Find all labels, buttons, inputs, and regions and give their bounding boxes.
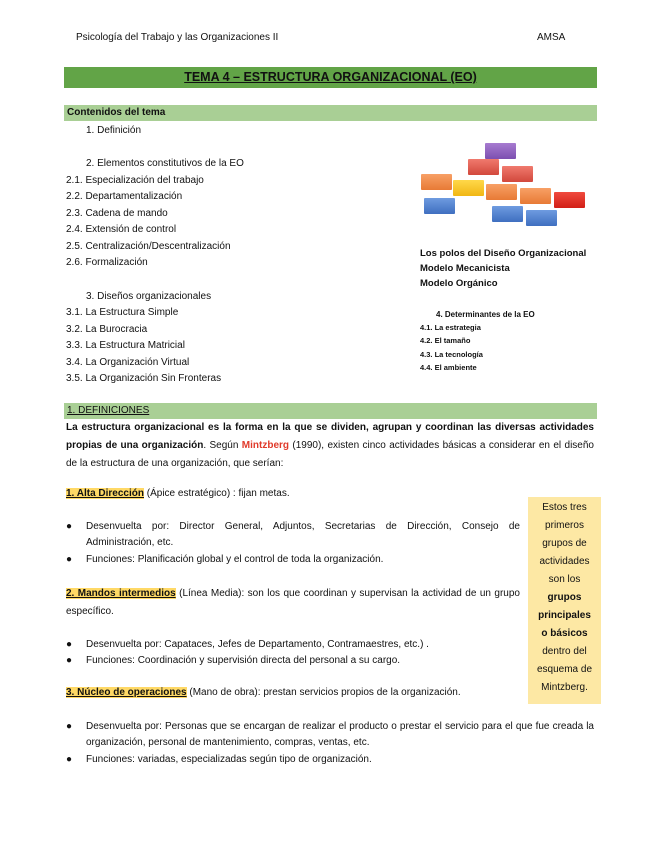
org-chart-illustration (418, 140, 593, 232)
poles-organic: Modelo Orgánico (420, 278, 498, 289)
contents-s1: 1. Definición (86, 125, 142, 136)
note-line: son los (548, 574, 581, 585)
contents-heading: Contenidos del tema (64, 105, 597, 121)
contents-s3-3: 3.3. La Estructura Matricial (66, 340, 185, 351)
contents-s2-6: 2.6. Formalización (66, 257, 148, 268)
note-line: o básicos (541, 628, 588, 639)
item3-heading: 3. Núcleo de operaciones (Mano de obra): prestan servicios propios de la organización. (66, 687, 461, 698)
poles-title: Los polos del Diseño Organizacional (420, 248, 587, 259)
contents-s4: 4. Determinantes de la EO (436, 310, 535, 319)
contents-s4-4: 4.4. El ambiente (420, 363, 477, 372)
contents-s2-3: 2.3. Cadena de mando (66, 208, 168, 219)
header-author: AMSA (537, 32, 566, 43)
definitions-intro: La estructura organizacional es la forma en la que se dividen, agrupan y coordinan las diversas actividades propias de una organización. Según Mintzberg (1990), existen cinco actividades básicas a considerar en el diseño de la estructura de una organización, que serían: (66, 422, 594, 469)
contents-s2-4: 2.4. Extensión de control (66, 224, 177, 235)
poles-mechanistic: Modelo Mecanicista (420, 263, 510, 274)
definitions-heading: 1. DEFINICIONES (64, 403, 597, 419)
contents-s4-1: 4.1. La estrategia (420, 323, 481, 332)
contents-s3-2: 3.2. La Burocracia (66, 324, 148, 335)
item2-heading: 2. Mandos intermedios (Línea Media): son los que coordinan y supervisan la actividad de un grupo específico. (66, 588, 520, 617)
note-line: primeros (545, 520, 584, 531)
note-line: dentro del (542, 646, 587, 657)
note-line: actividades (539, 556, 590, 567)
note-line: grupos de (542, 538, 587, 549)
contents-s4-3: 4.3. La tecnología (420, 350, 483, 359)
note-line: esquema de (536, 664, 593, 675)
page-title: TEMA 4 – ESTRUCTURA ORGANIZACIONAL (EO) (64, 67, 597, 88)
header-course: Psicología del Trabajo y las Organizaciones II (76, 32, 279, 43)
contents-s4-2: 4.2. El tamaño (420, 336, 471, 345)
contents-s3: 3. Diseños organizacionales (86, 291, 212, 302)
note-line: Estos tres (542, 502, 587, 513)
contents-s2: 2. Elementos constitutivos de la EO (86, 158, 244, 169)
contents-s3-5: 3.5. La Organización Sin Fronteras (66, 373, 222, 384)
contents-s2-1: 2.1. Especialización del trabajo (66, 175, 204, 186)
contents-s3-4: 3.4. La Organización Virtual (66, 357, 190, 368)
note-line: principales (538, 610, 591, 621)
note-box (528, 497, 601, 704)
contents-s2-5: 2.5. Centralización/Descentralización (66, 241, 231, 252)
note-line: Mintzberg. (541, 682, 588, 693)
contents-s2-2: 2.2. Departamentalización (66, 191, 183, 202)
contents-s3-1: 3.1. La Estructura Simple (66, 307, 179, 318)
item1-heading: 1. Alta Dirección (Ápice estratégico) : fijan metas. (66, 488, 290, 499)
note-line: grupos (547, 592, 582, 603)
